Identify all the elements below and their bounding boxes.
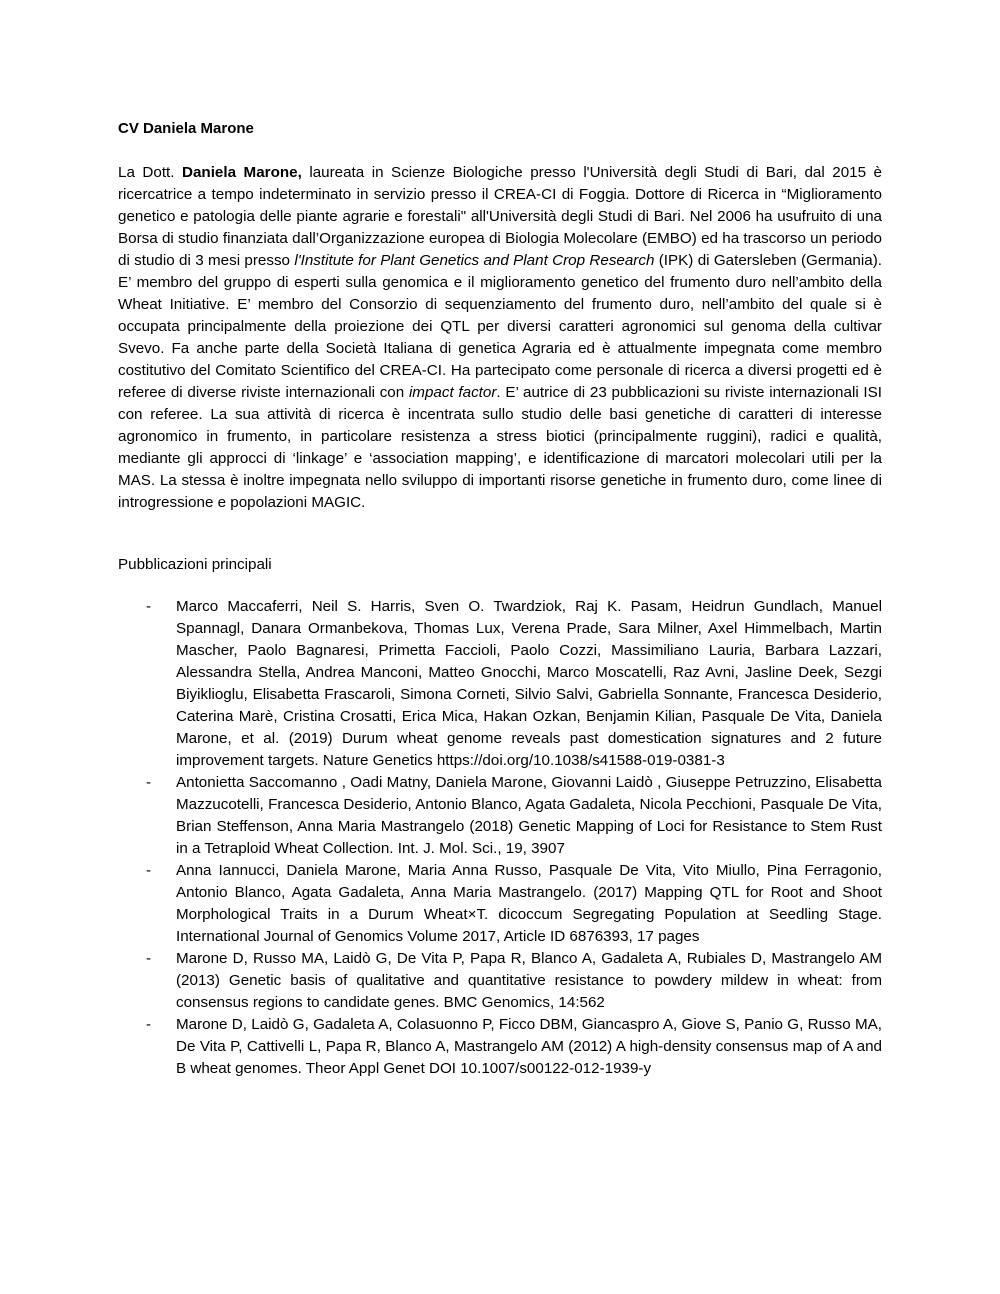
publication-item xyxy=(118,948,882,1014)
list-bullet: - xyxy=(146,1016,152,1033)
publication-item xyxy=(118,860,882,948)
publication-text: Marco Maccaferri, Neil S. Harris, Sven O. Twardziok, Raj K. Pasam, Heidrun Gundlach, Manuel Spannagl, Danara Ormanbekova, Thomas Lux, Verena Prade, Sara Milner, Axel Himmelbach, Martin Mascher, Paolo Bagnaresi, Primetta Faccioli, Paolo Cozzi, Massimiliano Lauria, Barbara Lazzari, Alessandra Stella, Andrea Manconi, Matteo Gnocchi, Marco Moscatelli, Raz Avni, Jasline Deek, Sezgi Biyiklioglu, Elisabetta Frascaroli, Simona Corneti, Silvio Salvi, Gabriella Sonnante, Francesca Desiderio, Caterina Marè, Cristina Crosatti, Erica Mica, Hakan Ozkan, Benjamin Kilian, Pasquale De Vita, Daniela Marone, et al. (2019) Durum wheat genome reveals past domestication signatures and 2 future improvement targets. Nature Genetics xyxy=(176,598,882,769)
list-bullet: - xyxy=(146,598,152,615)
publication-list xyxy=(118,596,882,1080)
bio-text-part2: (IPK) di Gatersleben (Germania). E’ membro del gruppo di esperti sulla genomica e il miglioramento genetico del frumento duro nell’ambito della Wheat Initiative. E’ membro del Consorzio di sequenziamento del frumento duro, nell’ambito del quale si è occupata principalmente della proiezione dei QTL per diversi caratteri agronomici sul genoma della cultivar Svevo. Fa anche parte della Società Italiana di genetica Agraria ed è attualmente impegnata come membro costitutivo del Comitato Scientifico del CREA-CI. Ha partecipato come personale di ricerca a diversi progetti ed è referee di diverse riviste internazionali con xyxy=(118,252,882,401)
publication-text: Marone D, Russo MA, Laidò G, De Vita P, Papa R, Blanco A, Gadaleta A, Rubiales D, Mastrangelo AM (2013) Genetic basis of qualitative and quantitative resistance to powdery mildew in wheat: from consensus regions to candidate genes. BMC Genomics, 14:562 xyxy=(176,950,882,1011)
publication-item xyxy=(118,1014,882,1080)
bio-name: Daniela Marone, xyxy=(182,164,302,181)
list-bullet: - xyxy=(146,774,152,791)
publication-text: Marone D, Laidò G, Gadaleta A, Colasuonno P, Ficco DBM, Giancaspro A, Giove S, Panio G, Russo MA, De Vita P, Cattivelli L, Papa R, Blanco A, Mastrangelo AM (2012) A high-density consensus map of A and B wheat genomes. Theor Appl Genet DOI 10.1007/s00122-012-1939-y xyxy=(176,1016,882,1077)
list-bullet: - xyxy=(146,862,152,879)
publication-doi-link[interactable]: https://doi.org/10.1038/s41588-019-0381-3 xyxy=(436,752,725,769)
bio-impact-factor: impact factor xyxy=(408,384,497,401)
publication-item xyxy=(118,772,882,860)
bio-text-part3: . E’ autrice di 23 pubblicazioni su riviste internazionali ISI con referee. La sua attività di ricerca è incentrata sullo studio delle basi genetiche di caratteri di interesse agronomico in frumento, in particolare resistenza a stress biotici (principalmente ruggini), radici e qualità, mediante gli approcci di ‘linkage’ e ‘association mapping’, e identificazione di marcatori molecolari utili per la MAS. La stessa è inoltre impegnata nello sviluppo di importanti risorse genetiche in frumento duro, come linee di introgressione e popolazioni MAGIC. xyxy=(118,384,883,511)
list-bullet: - xyxy=(146,950,152,967)
document-title: CV Daniela Marone xyxy=(118,120,254,137)
bio-intro: La Dott. xyxy=(118,164,183,181)
bio-institute: l'Institute for Plant Genetics and Plant Crop Research xyxy=(294,252,655,269)
publication-text: Antonietta Saccomanno , Oadi Matny, Daniela Marone, Giovanni Laidò , Giuseppe Petruzzino, Elisabetta Mazzucotelli, Francesca Desiderio, Antonio Blanco, Agata Gadaleta, Nicola Pecchioni, Pasquale De Vita, Brian Steffenson, Anna Maria Mastrangelo (2018) Genetic Mapping of Loci for Resistance to Stem Rust in a Tetraploid Wheat Collection. Int. J. Mol. Sci., 19, 3907 xyxy=(176,774,882,857)
publications-heading: Pubblicazioni principali xyxy=(118,556,272,573)
publication-text: Anna Iannucci, Daniela Marone, Maria Anna Russo, Pasquale De Vita, Vito Miullo, Pina Ferragonio, Antonio Blanco, Agata Gadaleta, Anna Maria Mastrangelo. (2017) Mapping QTL for Root and Shoot Morphological Traits in a Durum Wheat×T. dicoccum Segregating Population at Seedling Stage. International Journal of Genomics Volume 2017, Article ID 6876393, 17 pages xyxy=(176,862,882,945)
bio-text-part1: laureata in Scienze Biologiche presso l'Università degli Studi di Bari, dal 2015 è ricercatrice a tempo indeterminato in servizio presso il CREA-CI di Foggia. Dottore di Ricerca in “Miglioramento genetico e patologia delle piante agrarie e forestali" all'Università degli Studi di Bari. Nel 2006 ha usufruito di una Borsa di studio finanziata dall’Organizzazione europea di Biologia Molecolare (EMBO) ed ha trascorso un periodo di studio di 3 mesi presso xyxy=(118,164,882,269)
publication-item xyxy=(118,596,882,772)
bio-paragraph xyxy=(118,162,882,514)
